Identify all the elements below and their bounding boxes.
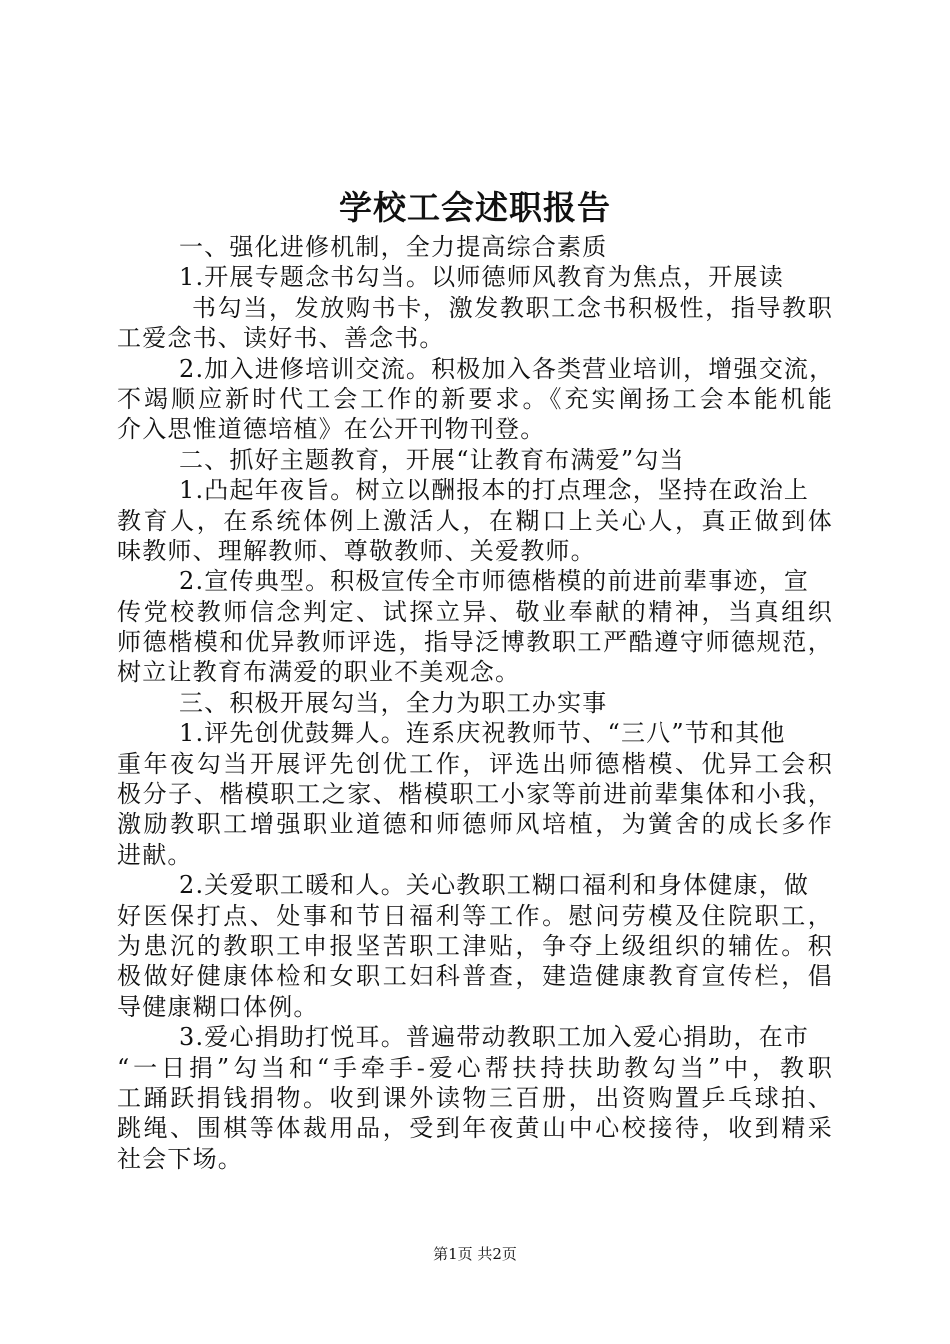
section-heading-2: 二、抓好主题教育，开展“让教育布满爱”勾当 [179,445,685,474]
paragraph-line: 师德楷模和优异教师评选，指导泛博教职工严酷遵守师德规范， [117,628,833,657]
paragraph-line: 跳绳、围棋等体裁用品，受到年夜黄山中心校接待，收到精采 [117,1114,833,1143]
paragraph-line: 导健康糊口体例。 [117,992,319,1021]
paragraph-line: 传党校教师信念判定、试探立异、敬业奉献的精神，当真组织 [117,597,833,626]
paragraph-line: 激励教职工增强职业道德和师德师风培植，为黉舍的成长多作 [117,810,833,839]
section-heading-3: 三、积极开展勾当，全力为职工办实事 [179,688,608,717]
paragraph-line: 1.凸起年夜旨。树立以酬报本的打点理念，坚持在政治上 [179,476,810,505]
paragraph-line: 工爱念书、读好书、善念书。 [117,324,445,353]
paragraph-line: 2.关爱职工暖和人。关心教职工糊口福利和身体健康，做 [179,871,810,900]
paragraph-line: 好医保打点、处事和节日福利等工作。慰问劳模及住院职工， [117,901,833,930]
paragraph-line: 树立让教育布满爱的职业不美观念。 [117,658,521,687]
paragraph-line: 重年夜勾当开展评先创优工作，评选出师德楷模、优异工会积 [117,749,833,778]
paragraph-line: 味教师、理解教师、尊敬教师、关爱教师。 [117,536,596,565]
paragraph-line: 不竭顺应新时代工会工作的新要求。《充实阐扬工会本能机能 [117,384,833,413]
document-title: 学校工会述职报告 [339,188,611,227]
paragraph-line: 社会下场。 [117,1144,243,1173]
paragraph-line: 2.加入进修培训交流。积极加入各类营业培训，增强交流， [179,354,835,383]
paragraph-line: 1.开展专题念书勾当。以师德师风教育为焦点，开展读 [179,263,784,292]
paragraph-line: 书勾当，发放购书卡，激发教职工念书积极性，指导教职 [192,293,833,322]
paragraph-line: 3.爱心捐助打悦耳。普遍带动教职工加入爱心捐助，在市 [179,1023,810,1052]
section-heading-1: 一、强化进修机制，全力提高综合素质 [179,233,608,261]
paragraph-line: 教育人，在系统体例上激活人，在糊口上关心人，真正做到体 [117,506,833,535]
paragraph-line: 工踊跃捐钱捐物。收到课外读物三百册，出资购置乒乓球拍、 [117,1083,833,1112]
paragraph-line: “一日捐”勾当和“手牵手-爱心帮扶持扶助教勾当”中，教职 [117,1053,833,1082]
paragraph-line: 极分子、楷模职工之家、楷模职工小家等前进前辈集体和小我， [117,780,833,809]
paragraph-line: 为患沉的教职工申报坚苦职工津贴，争夺上级组织的辅佐。积 [117,931,833,960]
paragraph-line: 进献。 [117,840,193,869]
page-footer: 第1页 共2页 [433,1245,517,1263]
paragraph-line: 介入思惟道德培植》在公开刊物刊登。 [117,415,546,444]
paragraph-line: 1.评先创优鼓舞人。连系庆祝教师节、“三八”节和其他 [179,719,786,748]
document-body [117,232,833,1174]
paragraph-line: 极做好健康体检和女职工妇科普查，建造健康教育宣传栏，倡 [117,962,833,991]
paragraph-line: 2.宣传典型。积极宣传全市师德楷模的前进前辈事迹，宣 [179,567,810,596]
